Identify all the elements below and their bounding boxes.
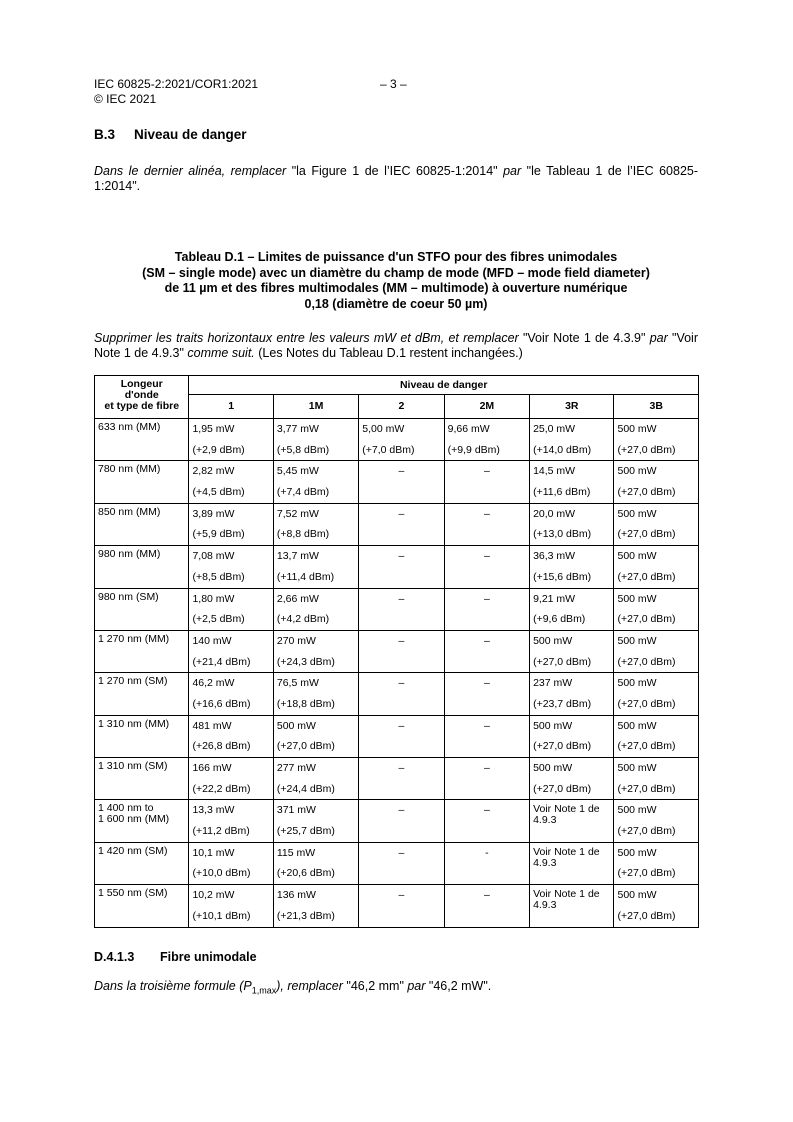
section-number: B.3 bbox=[94, 127, 116, 142]
wavelength-label: 633 nm (MM) bbox=[98, 421, 161, 433]
power-limit-cell bbox=[614, 800, 699, 842]
wavelength-label: 1 310 nm (MM) bbox=[98, 717, 170, 730]
value-dbm: (+7,0 dBm) bbox=[362, 443, 415, 456]
value-mw: 500 mW bbox=[617, 550, 657, 563]
note-reference: 4.9.3 bbox=[533, 814, 557, 827]
value-mw: 13,3 mW bbox=[192, 804, 235, 817]
table-caption bbox=[94, 250, 698, 312]
empty-value-cell: – bbox=[359, 630, 444, 672]
value-mw: 500 mW bbox=[617, 846, 657, 859]
wavelength-label: 1 270 nm (SM) bbox=[98, 675, 168, 688]
value-mw: 46,2 mW bbox=[192, 677, 235, 690]
section-heading-d413 bbox=[94, 950, 257, 964]
power-limit-cell bbox=[189, 546, 273, 588]
note-reference: Voir Note 1 de bbox=[533, 888, 600, 901]
value-mw: 500 mW bbox=[533, 719, 573, 732]
value-mw: 7,52 mW bbox=[276, 507, 319, 520]
quoted-text: "46,2 mm" bbox=[342, 979, 408, 993]
power-limit-cell bbox=[530, 461, 614, 503]
power-limit-cell bbox=[359, 419, 444, 461]
wavelength-label: 1 310 nm (SM) bbox=[98, 760, 168, 772]
header-line: et type de fibre bbox=[104, 400, 180, 412]
power-limit-cell bbox=[614, 419, 699, 461]
power-limit-cell bbox=[273, 842, 358, 884]
value-mw: 500 mW bbox=[617, 634, 657, 647]
empty-value-cell: – bbox=[359, 673, 444, 715]
power-limit-cell bbox=[530, 630, 614, 672]
value-dbm: (+10,1 dBm) bbox=[192, 909, 251, 922]
instruction-text: Dans la troisième formule ( bbox=[94, 979, 244, 993]
value-mw: 237 mW bbox=[533, 677, 573, 690]
note-text: (Les Notes du Tableau D.1 restent inchangées.) bbox=[254, 346, 523, 360]
caption-line: (SM – single mode) avec un diamètre du champ de mode (MFD – mode field diameter) bbox=[142, 265, 650, 280]
value-mw: 2,82 mW bbox=[192, 465, 235, 478]
table-row bbox=[95, 885, 699, 927]
value-dbm: (+9,6 dBm) bbox=[533, 613, 586, 626]
empty-value-cell: – bbox=[444, 800, 529, 842]
empty-value-cell: – bbox=[444, 673, 529, 715]
wavelength-label: 780 nm (MM) bbox=[98, 463, 161, 476]
page-header bbox=[94, 77, 407, 107]
note-reference: 4.9.3 bbox=[533, 899, 557, 912]
power-limit-cell bbox=[444, 419, 529, 461]
value-mw: 140 mW bbox=[192, 634, 232, 647]
table-body bbox=[95, 419, 699, 928]
value-dbm: (+13,0 dBm) bbox=[533, 528, 592, 541]
class-header: 1 bbox=[189, 395, 273, 419]
value-mw: 3,77 mW bbox=[276, 423, 319, 435]
value-mw: 500 mW bbox=[617, 677, 657, 690]
wavelength-label: 1 400 nm to bbox=[98, 802, 154, 815]
value-dbm: (+27,0 dBm) bbox=[276, 740, 335, 753]
value-mw: 500 mW bbox=[533, 762, 573, 774]
value-dbm: (+9,9 dBm) bbox=[447, 443, 500, 456]
power-limit-cell bbox=[273, 461, 358, 503]
power-limit-cell bbox=[189, 588, 273, 630]
table-row bbox=[95, 419, 699, 461]
power-limits-table bbox=[94, 375, 699, 928]
value-mw: 500 mW bbox=[617, 804, 657, 817]
table-row bbox=[95, 715, 699, 757]
wavelength-label: 1 600 nm (MM) bbox=[98, 813, 170, 826]
value-dbm: (+11,4 dBm) bbox=[276, 570, 335, 583]
value-mw: 500 mW bbox=[276, 719, 316, 732]
wavelength-cell bbox=[95, 673, 189, 715]
value-dbm: (+7,4 dBm) bbox=[276, 486, 330, 499]
power-limit-cell bbox=[614, 461, 699, 503]
value-dbm: (+27,0 dBm) bbox=[617, 740, 676, 753]
power-limit-cell bbox=[273, 800, 358, 842]
empty-value-cell: – bbox=[359, 715, 444, 757]
wavelength-cell bbox=[95, 588, 189, 630]
wavelength-label: 980 nm (SM) bbox=[98, 590, 159, 603]
power-limit-cell bbox=[273, 546, 358, 588]
table-row bbox=[95, 842, 699, 884]
wavelength-column-header bbox=[95, 376, 189, 419]
wavelength-label: 1 420 nm (SM) bbox=[98, 844, 168, 857]
power-limit-cell bbox=[530, 673, 614, 715]
power-limit-cell bbox=[614, 715, 699, 757]
value-mw: 115 mW bbox=[276, 846, 316, 859]
caption-line: de 11 µm et des fibres multimodales (MM – multimode) à ouverture numérique bbox=[164, 281, 628, 295]
instruction-text: Supprimer les traits horizontaux entre les valeurs mW et dBm, et remplacer bbox=[94, 331, 519, 345]
document-id: IEC 60825-2:2021/COR1:2021 bbox=[94, 77, 259, 91]
empty-value-cell: – bbox=[444, 546, 529, 588]
value-mw: 10,1 mW bbox=[192, 846, 235, 859]
empty-value-cell: - bbox=[444, 842, 529, 884]
value-mw: 500 mW bbox=[617, 465, 657, 478]
wavelength-cell bbox=[95, 758, 189, 800]
value-mw: 500 mW bbox=[533, 634, 573, 647]
wavelength-cell bbox=[95, 885, 189, 927]
value-dbm: (+27,0 dBm) bbox=[617, 782, 676, 795]
class-header: 2M bbox=[444, 395, 529, 419]
empty-value-cell: – bbox=[359, 588, 444, 630]
instruction-text: Dans le dernier alinéa, remplacer bbox=[94, 164, 287, 178]
copyright: © IEC 2021 bbox=[94, 92, 157, 106]
empty-value-cell: – bbox=[444, 758, 529, 800]
value-dbm: (+21,3 dBm) bbox=[276, 909, 335, 922]
wavelength-cell bbox=[95, 503, 189, 545]
table-row bbox=[95, 546, 699, 588]
empty-value-cell: – bbox=[444, 588, 529, 630]
quoted-text: "Voir Note 1 de 4.3.9" bbox=[518, 331, 650, 345]
value-mw: 277 mW bbox=[276, 762, 316, 774]
value-dbm: (+16,6 dBm) bbox=[192, 697, 251, 710]
value-mw: 9,66 mW bbox=[447, 423, 490, 435]
power-limit-cell bbox=[273, 673, 358, 715]
value-dbm: (+14,0 dBm) bbox=[533, 443, 592, 456]
value-mw: 7,08 mW bbox=[192, 550, 235, 563]
power-limit-cell bbox=[189, 885, 273, 927]
instruction-text: par bbox=[503, 164, 522, 178]
value-dbm: (+27,0 dBm) bbox=[533, 655, 592, 668]
note-reference-cell bbox=[530, 842, 614, 884]
wavelength-cell bbox=[95, 419, 189, 461]
wavelength-cell bbox=[95, 630, 189, 672]
quoted-text: "Voir Note 1 de 4.9.3" bbox=[94, 331, 698, 360]
section-title: Niveau de danger bbox=[134, 127, 247, 142]
value-mw: 270 mW bbox=[276, 634, 316, 647]
power-limit-cell bbox=[273, 885, 358, 927]
power-limit-cell bbox=[189, 673, 273, 715]
value-mw: 5,45 mW bbox=[276, 465, 319, 478]
power-limit-cell bbox=[530, 758, 614, 800]
wavelength-cell bbox=[95, 715, 189, 757]
value-dbm: (+27,0 dBm) bbox=[617, 486, 676, 499]
value-dbm: (+27,0 dBm) bbox=[533, 740, 592, 753]
value-dbm: (+27,0 dBm) bbox=[617, 443, 676, 456]
value-dbm: (+27,0 dBm) bbox=[617, 570, 676, 583]
power-limit-cell bbox=[530, 503, 614, 545]
wavelength-cell bbox=[95, 546, 189, 588]
value-mw: 500 mW bbox=[617, 889, 657, 902]
note-reference-cell bbox=[530, 885, 614, 927]
table-row bbox=[95, 503, 699, 545]
power-limit-cell bbox=[189, 461, 273, 503]
power-limit-cell bbox=[614, 673, 699, 715]
value-mw: 20,0 mW bbox=[533, 507, 576, 520]
value-dbm: (+24,3 dBm) bbox=[276, 655, 335, 668]
value-mw: 13,7 mW bbox=[276, 550, 319, 563]
empty-value-cell: – bbox=[359, 546, 444, 588]
wavelength-label: 980 nm (MM) bbox=[98, 548, 161, 561]
note-reference: 4.9.3 bbox=[533, 856, 557, 869]
section-title: Fibre unimodale bbox=[160, 950, 257, 964]
quoted-text: "46,2 mW". bbox=[425, 979, 492, 993]
caption-line: 0,18 (diamètre de coeur 50 µm) bbox=[304, 296, 488, 311]
value-mw: 36,3 mW bbox=[533, 550, 576, 563]
value-mw: 371 mW bbox=[276, 804, 316, 817]
wavelength-label: 1 270 nm (MM) bbox=[98, 632, 170, 645]
instruction-text: comme suit. bbox=[187, 346, 255, 360]
header-line: d'onde bbox=[124, 389, 159, 401]
value-mw: 166 mW bbox=[192, 762, 232, 774]
wavelength-label: 1 550 nm (SM) bbox=[98, 887, 168, 900]
page-number: – 3 – bbox=[380, 77, 407, 91]
power-limit-cell bbox=[614, 588, 699, 630]
power-limit-cell bbox=[189, 503, 273, 545]
value-dbm: (+26,8 dBm) bbox=[192, 740, 251, 753]
value-mw: 500 mW bbox=[617, 762, 657, 774]
power-limit-cell bbox=[614, 842, 699, 884]
value-dbm: (+11,6 dBm) bbox=[533, 486, 591, 499]
value-mw: 10,2 mW bbox=[192, 889, 235, 902]
power-limit-cell bbox=[530, 546, 614, 588]
empty-value-cell: – bbox=[444, 503, 529, 545]
value-dbm: (+20,6 dBm) bbox=[276, 867, 335, 880]
table-row bbox=[95, 588, 699, 630]
table-row bbox=[95, 673, 699, 715]
power-limit-cell bbox=[189, 630, 273, 672]
power-limit-cell bbox=[189, 419, 273, 461]
empty-value-cell: – bbox=[359, 503, 444, 545]
value-dbm: (+27,0 dBm) bbox=[617, 613, 676, 626]
value-dbm: (+27,0 dBm) bbox=[617, 697, 676, 710]
value-dbm: (+18,8 dBm) bbox=[276, 697, 335, 710]
quoted-text: "la Figure 1 de l’IEC 60825-1:2014" bbox=[286, 164, 504, 178]
table-row bbox=[95, 800, 699, 842]
quoted-text: "le Tableau 1 de l’IEC 60825-1:2014". bbox=[94, 164, 699, 193]
value-mw: 9,21 mW bbox=[533, 592, 576, 605]
value-dbm: (+10,0 dBm) bbox=[192, 867, 251, 880]
power-limit-cell bbox=[614, 630, 699, 672]
empty-value-cell: – bbox=[444, 630, 529, 672]
power-limit-cell bbox=[273, 419, 358, 461]
power-limit-cell bbox=[273, 588, 358, 630]
power-limit-cell bbox=[614, 503, 699, 545]
symbol: P bbox=[243, 979, 252, 993]
power-limit-cell bbox=[530, 715, 614, 757]
value-dbm: (+5,9 dBm) bbox=[192, 528, 245, 541]
paragraph-b3 bbox=[94, 164, 698, 194]
empty-value-cell: – bbox=[359, 842, 444, 884]
empty-value-cell: – bbox=[359, 800, 444, 842]
value-mw: 500 mW bbox=[617, 507, 657, 520]
value-mw: 136 mW bbox=[276, 889, 316, 902]
value-mw: 1,80 mW bbox=[192, 592, 235, 605]
value-dbm: (+27,0 dBm) bbox=[617, 655, 676, 668]
value-mw: 500 mW bbox=[617, 423, 657, 435]
power-limit-cell bbox=[189, 800, 273, 842]
wavelength-cell bbox=[95, 800, 189, 842]
power-limit-cell bbox=[189, 842, 273, 884]
note-reference: Voir Note 1 de bbox=[533, 845, 600, 858]
empty-value-cell: – bbox=[359, 758, 444, 800]
value-dbm: (+5,8 dBm) bbox=[276, 443, 330, 456]
section-heading-b3 bbox=[94, 127, 247, 142]
empty-value-cell: – bbox=[444, 461, 529, 503]
power-limit-cell bbox=[273, 715, 358, 757]
value-mw: 481 mW bbox=[192, 719, 232, 732]
symbol-subscript: 1,max bbox=[251, 985, 277, 996]
empty-value-cell: – bbox=[359, 885, 444, 927]
power-limit-cell bbox=[189, 758, 273, 800]
class-header: 2 bbox=[359, 395, 444, 419]
value-mw: 76,5 mW bbox=[276, 677, 319, 690]
value-mw: 2,66 mW bbox=[276, 592, 319, 605]
power-limit-cell bbox=[530, 419, 614, 461]
value-mw: 25,0 mW bbox=[533, 423, 576, 435]
value-dbm: (+21,4 dBm) bbox=[192, 655, 251, 668]
value-dbm: (+27,0 dBm) bbox=[617, 528, 676, 541]
wavelength-label: 850 nm (MM) bbox=[98, 505, 161, 518]
power-limit-cell bbox=[189, 715, 273, 757]
value-dbm: (+22,2 dBm) bbox=[192, 782, 251, 795]
value-dbm: (+27,0 dBm) bbox=[617, 909, 676, 922]
value-mw: 3,89 mW bbox=[192, 507, 235, 520]
wavelength-cell bbox=[95, 461, 189, 503]
empty-value-cell: – bbox=[359, 461, 444, 503]
power-limit-cell bbox=[614, 758, 699, 800]
value-dbm: (+15,6 dBm) bbox=[533, 570, 592, 583]
power-limit-cell bbox=[614, 885, 699, 927]
value-mw: 500 mW bbox=[617, 592, 657, 605]
instruction-text: par bbox=[407, 979, 426, 993]
value-mw: 5,00 mW bbox=[362, 423, 405, 435]
value-dbm: (+23,7 dBm) bbox=[533, 697, 592, 710]
value-mw: 1,95 mW bbox=[192, 423, 235, 435]
empty-value-cell: – bbox=[444, 715, 529, 757]
value-dbm: (+24,4 dBm) bbox=[276, 782, 335, 795]
instruction-text: par bbox=[649, 331, 668, 345]
value-dbm: (+25,7 dBm) bbox=[276, 825, 335, 838]
class-header: 3B bbox=[614, 395, 699, 419]
table-instruction bbox=[94, 331, 698, 361]
power-limit-cell bbox=[530, 588, 614, 630]
caption-line: Tableau D.1 – Limites de puissance d'un STFO pour des fibres unimodales bbox=[174, 250, 618, 264]
paragraph-d413 bbox=[94, 979, 491, 996]
power-limit-cell bbox=[614, 546, 699, 588]
table-row bbox=[95, 630, 699, 672]
header-line: Longeur bbox=[120, 378, 163, 390]
section-number: D.4.1.3 bbox=[94, 950, 135, 964]
instruction-text: ), remplacer bbox=[276, 979, 343, 993]
power-limit-cell bbox=[273, 630, 358, 672]
value-dbm: (+27,0 dBm) bbox=[617, 825, 676, 838]
table-row bbox=[95, 758, 699, 800]
hazard-level-header: Niveau de danger bbox=[189, 376, 699, 395]
value-dbm: (+2,9 dBm) bbox=[192, 443, 245, 456]
value-dbm: (+11,2 dBm) bbox=[192, 825, 250, 838]
value-dbm: (+4,2 dBm) bbox=[276, 613, 330, 626]
value-mw: 500 mW bbox=[617, 719, 657, 732]
value-dbm: (+4,5 dBm) bbox=[192, 486, 245, 499]
note-reference-cell bbox=[530, 800, 614, 842]
value-mw: 14,5 mW bbox=[533, 465, 576, 478]
value-dbm: (+27,0 dBm) bbox=[617, 867, 676, 880]
class-header: 1M bbox=[273, 395, 358, 419]
wavelength-cell bbox=[95, 842, 189, 884]
class-header: 3R bbox=[530, 395, 614, 419]
power-limit-cell bbox=[273, 758, 358, 800]
value-dbm: (+27,0 dBm) bbox=[533, 782, 592, 795]
value-dbm: (+8,5 dBm) bbox=[192, 570, 245, 583]
power-limit-cell bbox=[273, 503, 358, 545]
note-reference: Voir Note 1 de bbox=[533, 803, 600, 816]
value-dbm: (+8,8 dBm) bbox=[276, 528, 330, 541]
table-row bbox=[95, 461, 699, 503]
empty-value-cell: – bbox=[444, 885, 529, 927]
value-dbm: (+2,5 dBm) bbox=[192, 613, 245, 626]
